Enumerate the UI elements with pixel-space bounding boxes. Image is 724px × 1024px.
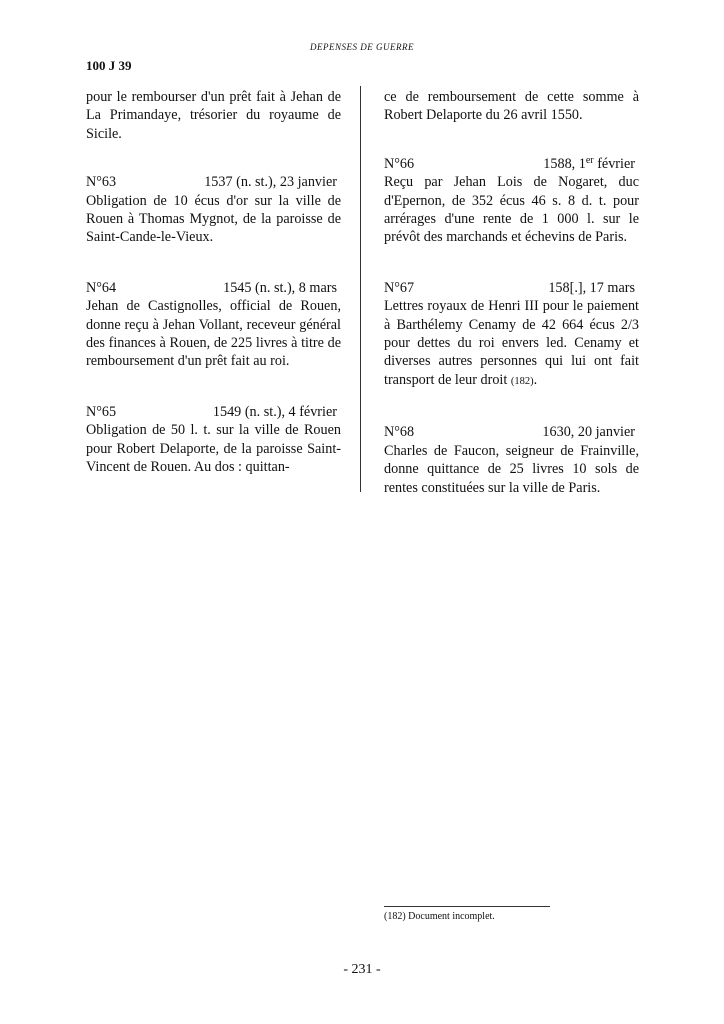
footnote-rule xyxy=(384,906,550,907)
footnote: (182) Document incomplet. xyxy=(384,911,495,922)
entry-date xyxy=(543,155,639,173)
entry-date: 158[.], 17 mars xyxy=(548,279,635,296)
entry-header xyxy=(86,403,341,421)
page-number: - 231 - xyxy=(343,962,381,977)
entry-text: Obligation de 50 l. t. sur la ville de Rouen pour Robert Delaporte, de la paroisse Saint-Vincent de Rouen. Au dos : quittan- xyxy=(86,422,341,476)
entry-text: Charles de Faucon, seigneur de Frainville, donne quittance de 25 livres 10 sols de rentes constituées sur la ville de Paris. xyxy=(384,442,639,496)
archive-reference: 100 J 39 xyxy=(86,58,132,73)
footnote-reference: (182) xyxy=(510,375,534,387)
left-column xyxy=(86,88,341,477)
entry-65 xyxy=(86,403,341,477)
continuation-text: pour le rembourser d'un prêt fait à Jehan de La Primandaye, trésorier du royaume de Sicile. xyxy=(86,89,341,142)
entry-number: N°64 xyxy=(86,279,117,296)
entry-text-end: . xyxy=(533,371,538,388)
entry-number: N°67 xyxy=(384,279,415,296)
entry-header xyxy=(384,279,639,297)
right-column xyxy=(384,88,639,497)
date-year: 1588, 1 xyxy=(543,155,586,172)
entry-header xyxy=(86,173,341,191)
entry-text: Reçu par Jehan Lois de Nogaret, duc d'Epernon, de 352 écus 46 s. 8 d. t. pour arrérages d'une rente de 1 000 l. sur le prévôt des marchands et échevins de Paris. xyxy=(384,174,639,246)
entry-64 xyxy=(86,279,341,371)
entry-header xyxy=(86,279,341,297)
entry-text-container xyxy=(384,297,639,391)
entry-date: 1537 (n. st.), 23 janvier xyxy=(204,174,337,191)
entry-number: N°66 xyxy=(384,155,415,172)
continuation-text: ce de remboursement de cette somme à Robert Delaporte du 26 avril 1550. xyxy=(384,89,639,124)
entry-text: Jehan de Castignolles, official de Rouen, donne reçu à Jehan Vollant, receveur général des finances à Rouen, de 225 livres à titre de remboursement d'un prêt fait au roi. xyxy=(86,298,341,370)
entry-text: Obligation de 10 écus d'or sur la ville de Rouen à Thomas Mygnot, de la paroisse de Saint-Cande-le-Vieux. xyxy=(86,192,341,246)
entry-63 xyxy=(86,173,341,247)
entry-number: N°63 xyxy=(86,174,117,191)
entry-68 xyxy=(384,423,639,497)
entry-text: Lettres royaux de Henri III pour le paiement à Barthélemy Cenamy de 42 664 écus 2/3 pour dettes du roi envers led. Cenamy et diverses autres personnes qui lui ont fait transport de leur droit xyxy=(384,298,639,388)
entry-number: N°68 xyxy=(384,424,415,441)
entry-header xyxy=(384,423,639,441)
entry-date: 1545 (n. st.), 8 mars xyxy=(223,279,337,296)
entry-66 xyxy=(384,155,639,247)
date-month: février xyxy=(593,155,635,172)
running-title: DEPENSES DE GUERRE xyxy=(310,42,414,52)
entry-number: N°65 xyxy=(86,403,117,420)
date-superscript: er xyxy=(585,154,594,166)
entry-date: 1549 (n. st.), 4 février xyxy=(212,403,337,420)
column-divider xyxy=(360,86,361,492)
entry-67 xyxy=(384,279,639,391)
entry-header xyxy=(384,155,639,173)
entry-date: 1630, 20 janvier xyxy=(542,424,635,441)
